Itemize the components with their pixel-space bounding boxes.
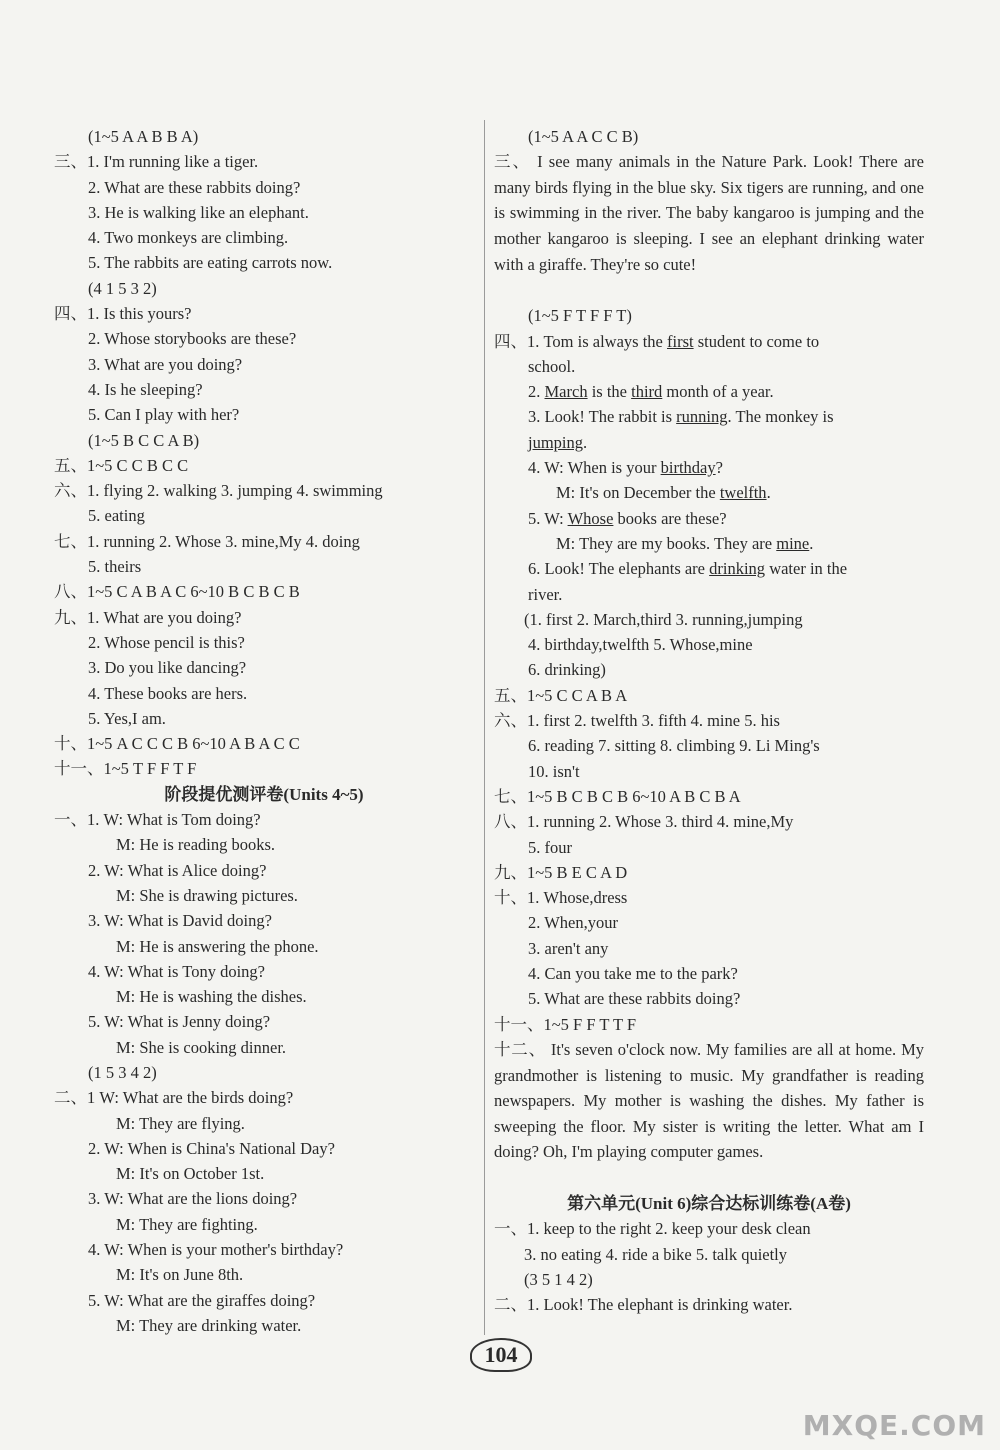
text: . <box>766 483 771 503</box>
answer-line <box>494 506 924 531</box>
answer-line: 八、1. running 2. Whose 3. third 4. mine,My <box>494 812 794 832</box>
answer-line: 五、1~5 C C A B A <box>494 685 628 705</box>
text: M: It's on December the <box>556 483 720 503</box>
answer-line: 4. W: What is Tony doing? <box>88 961 265 981</box>
underlined-answer: mine <box>776 533 810 553</box>
answer-line: M: They are drinking water. <box>116 1315 302 1335</box>
answer-line: 3. He is walking like an elephant. <box>88 202 309 222</box>
text: water in the <box>765 559 848 579</box>
answer-line: M: He is washing the dishes. <box>116 987 307 1007</box>
answer-line: 5. four <box>528 837 572 857</box>
answer-line: 2. What are these rabbits doing? <box>88 177 301 197</box>
answer-line: 5. Can I play with her? <box>88 405 240 425</box>
answer-line <box>494 480 924 505</box>
underlined-answer: running <box>676 407 728 427</box>
answer-line <box>494 404 924 429</box>
watermark: MXQE.COM <box>802 1409 986 1442</box>
answer-line <box>494 556 924 581</box>
text: . <box>583 432 588 452</box>
answer-line: M: She is cooking dinner. <box>116 1037 287 1057</box>
text: student to come to <box>693 331 820 351</box>
answer-line: 七、1. running 2. Whose 3. mine,My 4. doing <box>54 531 360 551</box>
answer-line: (1~5 A A C C B) <box>528 127 639 146</box>
answer-line: 5. W: What is Jenny doing? <box>88 1012 271 1032</box>
answer-line: 4. Two monkeys are climbing. <box>88 228 289 248</box>
underlined-answer: Whose <box>567 508 614 528</box>
answer-line: 3. no eating 4. ride a bike 5. talk quietly <box>524 1244 788 1264</box>
answer-line: M: It's on October 1st. <box>116 1164 265 1184</box>
text: 2. <box>528 382 545 402</box>
answer-line: 二、1 W: What are the birds doing? <box>54 1088 294 1108</box>
answer-line: M: He is answering the phone. <box>116 936 319 956</box>
answer-line: M: It's on June 8th. <box>116 1265 244 1285</box>
underlined-answer: first <box>667 331 694 351</box>
text: 3. Look! The rabbit is <box>528 407 677 427</box>
answer-line: (1. first 2. March,third 3. running,jumping <box>524 609 803 629</box>
answer-line: 五、1~5 C C B C C <box>54 455 189 475</box>
answer-line: 九、1~5 B E C A D <box>494 862 628 882</box>
text: . <box>809 533 814 553</box>
answer-line: 十、1~5 A C C C B 6~10 A B A C C <box>54 734 300 754</box>
answer-line: 六、1. first 2. twelfth 3. fifth 4. mine 5. his <box>494 711 780 731</box>
answer-line: 十一、1~5 F F T T F <box>494 1014 637 1034</box>
answer-line: 一、1. keep to the right 2. keep your desk clean <box>494 1219 811 1239</box>
text: month of a year. <box>662 382 774 402</box>
answer-line: 一、1. W: What is Tom doing? <box>54 810 261 830</box>
passage-paragraph: 十二、 It's seven o'clock now. My families are all at home. My grandmother is listening to music. My grandfather is reading newspapers. My mother is washing the dishes. My father is sweeping the floor. My sister is writing the letter. What am I doing? Oh, I'm playing computer games. <box>494 1039 924 1162</box>
underlined-answer: birthday <box>660 458 716 478</box>
text: is the <box>587 382 632 402</box>
answer-line: 5. What are these rabbits doing? <box>528 989 741 1009</box>
answer-lines <box>494 607 924 1037</box>
answer-line: 2. When,your <box>528 913 618 933</box>
answer-line: 四、1. Is this yours? <box>54 304 192 324</box>
answer-line: M: They are flying. <box>116 1113 245 1133</box>
answer-lines <box>494 1216 924 1317</box>
underlined-answer: March <box>544 382 588 402</box>
answer-line: 三、1. I'm running like a tiger. <box>54 152 259 172</box>
answer-line: 2. W: When is China's National Day? <box>88 1138 335 1158</box>
text: M: They are my books. They are <box>556 533 777 553</box>
passage-paragraph: 三、 I see many animals in the Nature Park. Look! There are many birds flying in the blue sky. Six tigers are running, and one is swimming in the river. The baby kangaroo is jumping and the mother kangaroo is sleeping. I see an elephant drinking water with a giraffe. They're so cute! <box>494 152 924 274</box>
answer-line: river. <box>528 584 563 604</box>
answer-line: 4. birthday,twelfth 5. Whose,mine <box>528 635 753 655</box>
answer-line: 二、1. Look! The elephant is drinking water. <box>494 1295 793 1315</box>
answer-line <box>494 430 924 455</box>
answer-line <box>494 379 924 404</box>
left-column <box>54 124 474 1338</box>
column-divider <box>484 120 485 1335</box>
underlined-answer: twelfth <box>719 483 767 503</box>
answer-line: 3. What are you doing? <box>88 354 243 374</box>
answer-line: 六、1. flying 2. walking 3. jumping 4. swimming <box>54 481 383 501</box>
section-heading: 第六单元(Unit 6)综合达标训练卷(A卷) <box>567 1193 851 1213</box>
answer-line: 5. The rabbits are eating carrots now. <box>88 253 333 273</box>
text: . The monkey is <box>727 407 834 427</box>
text: 四、1. Tom is always the <box>494 331 667 351</box>
answer-line: 3. W: What are the lions doing? <box>88 1189 298 1209</box>
answer-line: (3 5 1 4 2) <box>524 1269 593 1289</box>
answer-line: M: She is drawing pictures. <box>116 885 298 905</box>
answer-line: 4. Can you take me to the park? <box>528 964 738 984</box>
text: books are these? <box>613 508 727 528</box>
answer-line: 6. drinking) <box>528 660 606 680</box>
answer-line: 5. Yes,I am. <box>88 708 166 728</box>
text: ? <box>715 458 723 478</box>
answer-line: 5. eating <box>88 506 145 526</box>
answer-line: 2. Whose pencil is this? <box>88 632 245 652</box>
text: 4. W: When is your <box>528 458 661 478</box>
answer-line: 2. W: What is Alice doing? <box>88 860 267 880</box>
answer-line: (1~5 A A B B A) <box>88 127 199 146</box>
text: 5. W: <box>528 508 568 528</box>
answer-line: 3. W: What is David doing? <box>88 911 272 931</box>
page-number: 104 <box>470 1338 532 1372</box>
answer-line: 2. Whose storybooks are these? <box>88 329 297 349</box>
answer-line: 4. Is he sleeping? <box>88 379 203 399</box>
answer-line: school. <box>528 356 576 376</box>
right-column <box>494 124 924 1317</box>
answer-line: (4 1 5 3 2) <box>88 278 157 298</box>
answer-line: 八、1~5 C A B A C 6~10 B C B C B <box>54 582 300 602</box>
section-heading: 阶段提优测评卷(Units 4~5) <box>164 784 364 804</box>
answer-line <box>494 455 924 480</box>
underlined-answer: drinking <box>709 559 766 579</box>
answer-line: (1~5 B C C A B) <box>88 430 200 450</box>
underlined-answer: third <box>631 382 663 402</box>
answer-line: 3. Do you like dancing? <box>88 658 247 678</box>
answer-line: 九、1. What are you doing? <box>54 607 242 627</box>
answer-line: 十一、1~5 T F F T F <box>54 759 197 779</box>
answer-line: 10. isn't <box>528 761 580 781</box>
answer-line: 十、1. Whose,dress <box>494 888 628 908</box>
answer-line: 6. reading 7. sitting 8. climbing 9. Li Ming's <box>528 736 820 756</box>
answer-line: 3. aren't any <box>528 938 609 958</box>
answer-line: (1~5 F T F F T) <box>528 306 632 326</box>
answer-line: 4. W: When is your mother's birthday? <box>88 1240 344 1260</box>
answer-line <box>494 329 924 354</box>
answer-line: (1 5 3 4 2) <box>88 1062 157 1082</box>
answer-line: 七、1~5 B C B C B 6~10 A B C B A <box>494 786 741 806</box>
answer-line: 5. W: What are the giraffes doing? <box>88 1290 316 1310</box>
underlined-answer: jumping <box>528 432 584 452</box>
text: 6. Look! The elephants are <box>528 559 710 579</box>
answer-line: 4. These books are hers. <box>88 683 248 703</box>
answer-line <box>494 531 924 556</box>
answer-line: 5. theirs <box>88 557 142 577</box>
answer-line: M: They are fighting. <box>116 1214 258 1234</box>
answer-line: M: He is reading books. <box>116 835 276 855</box>
